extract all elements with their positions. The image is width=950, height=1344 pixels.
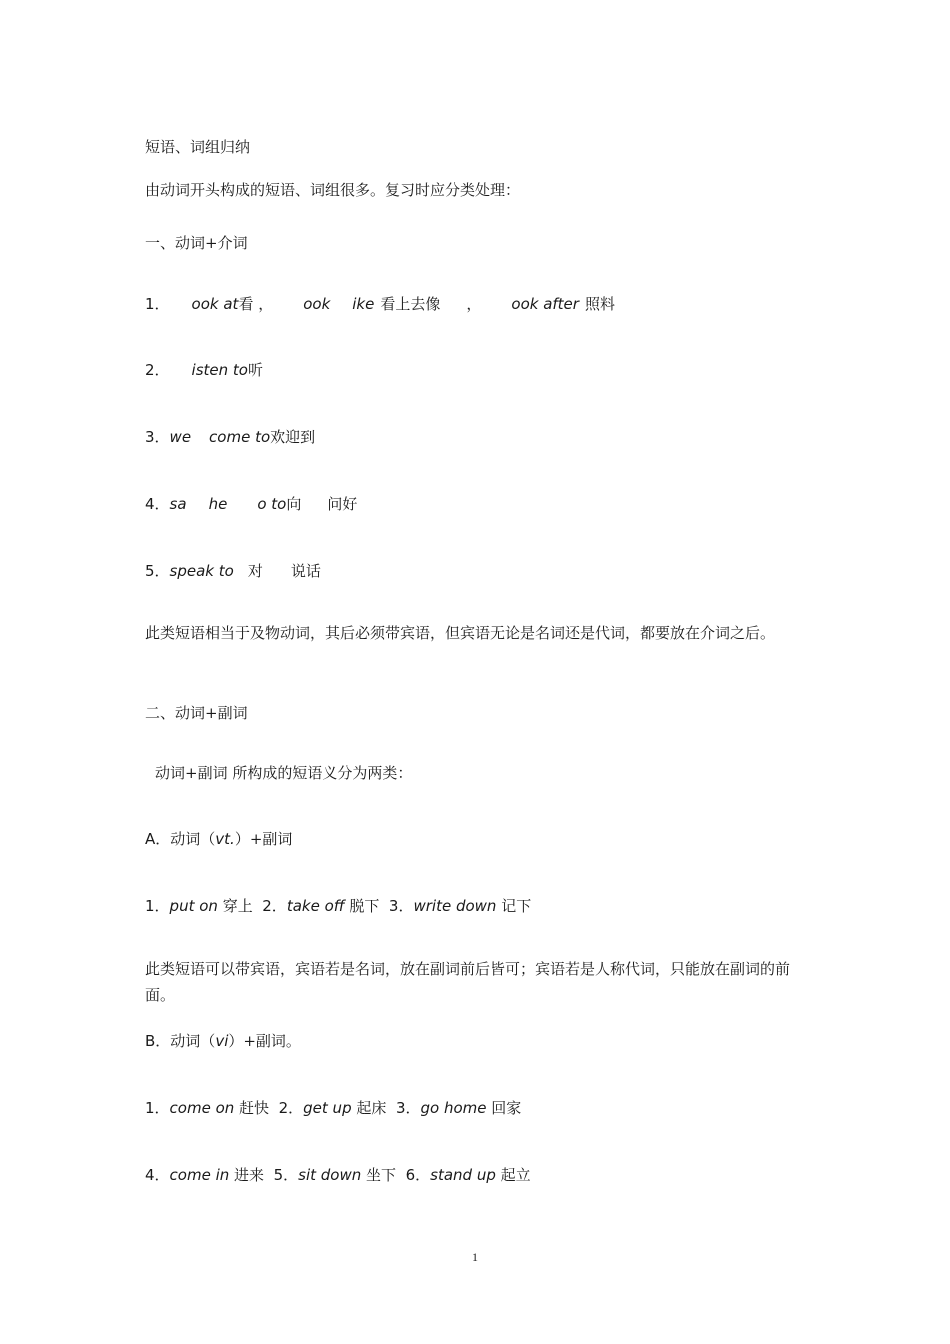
- phrase-zh: 问好: [327, 495, 358, 513]
- section1-heading: 一、动词+介词: [145, 234, 248, 252]
- item-number: 1．: [145, 295, 170, 313]
- item-number: 2．: [145, 361, 170, 379]
- item-number: 4．: [145, 1166, 170, 1184]
- phrase-en: ike: [352, 295, 375, 313]
- phrase-zh: 起床: [356, 1099, 387, 1117]
- phrase-en: take off: [286, 897, 345, 915]
- phrase-item-5: [145, 558, 321, 584]
- item-number: 2．: [262, 897, 287, 915]
- item-number: 5．: [145, 562, 170, 580]
- phrase-zh: 看 ，: [238, 295, 274, 313]
- phrase-en: come to: [209, 428, 271, 446]
- doc-title: 短语、词组归纳: [145, 138, 251, 156]
- group-b-phrases-2: [145, 1162, 531, 1188]
- phrase-zh: 起立: [500, 1166, 531, 1184]
- phrase-item-1: [145, 291, 615, 317]
- label-zh: 动词（: [170, 830, 216, 848]
- phrase-en: come in: [169, 1166, 230, 1184]
- phrase-en: ook: [303, 295, 331, 313]
- phrase-zh: 向: [286, 495, 302, 513]
- group-a-phrases: [145, 893, 531, 919]
- phrase-zh: 回家: [491, 1099, 522, 1117]
- phrase-zh: 穿上: [222, 897, 253, 915]
- item-number: 3．: [388, 897, 414, 915]
- phrase-en: go home: [420, 1099, 487, 1117]
- intro-text: 由动词开头构成的短语、词组很多。复习时应分类处理：: [145, 181, 521, 199]
- phrase-item-3: [145, 424, 315, 450]
- item-number: 6．: [405, 1166, 431, 1184]
- item-number: 3．: [395, 1099, 421, 1117]
- phrase-zh: 照料: [584, 295, 615, 313]
- group-letter: A．: [145, 830, 171, 848]
- phrase-zh: 记下: [501, 897, 532, 915]
- item-number: 5．: [273, 1166, 299, 1184]
- group-a-note: 此类短语可以带宾语，宾语若是名词，放在副词前后皆可；宾语若是人称代词，只能放在副词的前面。: [145, 960, 791, 1004]
- phrase-en: we: [169, 428, 192, 446]
- phrase-en: stand up: [430, 1166, 496, 1184]
- phrase-en: o to: [257, 495, 287, 513]
- phrase-zh: 欢迎到: [270, 428, 316, 446]
- phrase-zh: 对: [247, 562, 263, 580]
- item-number: 1．: [145, 897, 170, 915]
- phrase-zh: ，: [466, 295, 482, 313]
- section2-heading: 二、动词+副词: [145, 704, 248, 722]
- label-en: vi: [215, 1032, 229, 1050]
- phrase-en: sit down: [298, 1166, 362, 1184]
- phrase-en: ook at: [191, 295, 239, 313]
- phrase-zh: 说话: [290, 562, 321, 580]
- label-zh: ）+副词。: [228, 1032, 301, 1050]
- phrase-en: speak to: [169, 562, 234, 580]
- phrase-zh: 脱下: [349, 897, 380, 915]
- group-b-phrases-1: [145, 1095, 521, 1121]
- phrase-en: isten to: [191, 361, 248, 379]
- phrase-en: write down: [413, 897, 497, 915]
- item-number: 4．: [145, 495, 170, 513]
- section2-subheading: 动词+副词 所构成的短语义分为两类：: [155, 764, 413, 782]
- page-number: 1: [472, 1250, 478, 1264]
- phrase-en: put on: [169, 897, 218, 915]
- phrase-en: come on: [169, 1099, 235, 1117]
- section1-note: 此类短语相当于及物动词，其后必须带宾语，但宾语无论是名词还是代词，都要放在介词之后。: [145, 624, 776, 642]
- label-zh: ）+副词: [234, 830, 293, 848]
- phrase-zh: 赶快: [239, 1099, 270, 1117]
- group-b-label: [145, 1028, 301, 1054]
- phrase-item-2: [145, 357, 263, 383]
- phrase-zh: 坐下: [366, 1166, 397, 1184]
- group-a-label: [145, 826, 292, 852]
- item-number: 2．: [278, 1099, 304, 1117]
- phrase-en: he: [208, 495, 228, 513]
- group-letter: B．: [145, 1032, 171, 1050]
- phrase-en: sa: [169, 495, 187, 513]
- phrase-en: ook after: [511, 295, 579, 313]
- label-en: vt.: [215, 830, 235, 848]
- item-number: 1．: [145, 1099, 170, 1117]
- phrase-en: get up: [303, 1099, 352, 1117]
- phrase-zh: 看上去像: [380, 295, 441, 313]
- phrase-item-4: [145, 491, 357, 517]
- label-zh: 动词（: [170, 1032, 216, 1050]
- phrase-zh: 听: [247, 361, 263, 379]
- phrase-zh: 进来: [234, 1166, 265, 1184]
- item-number: 3．: [145, 428, 170, 446]
